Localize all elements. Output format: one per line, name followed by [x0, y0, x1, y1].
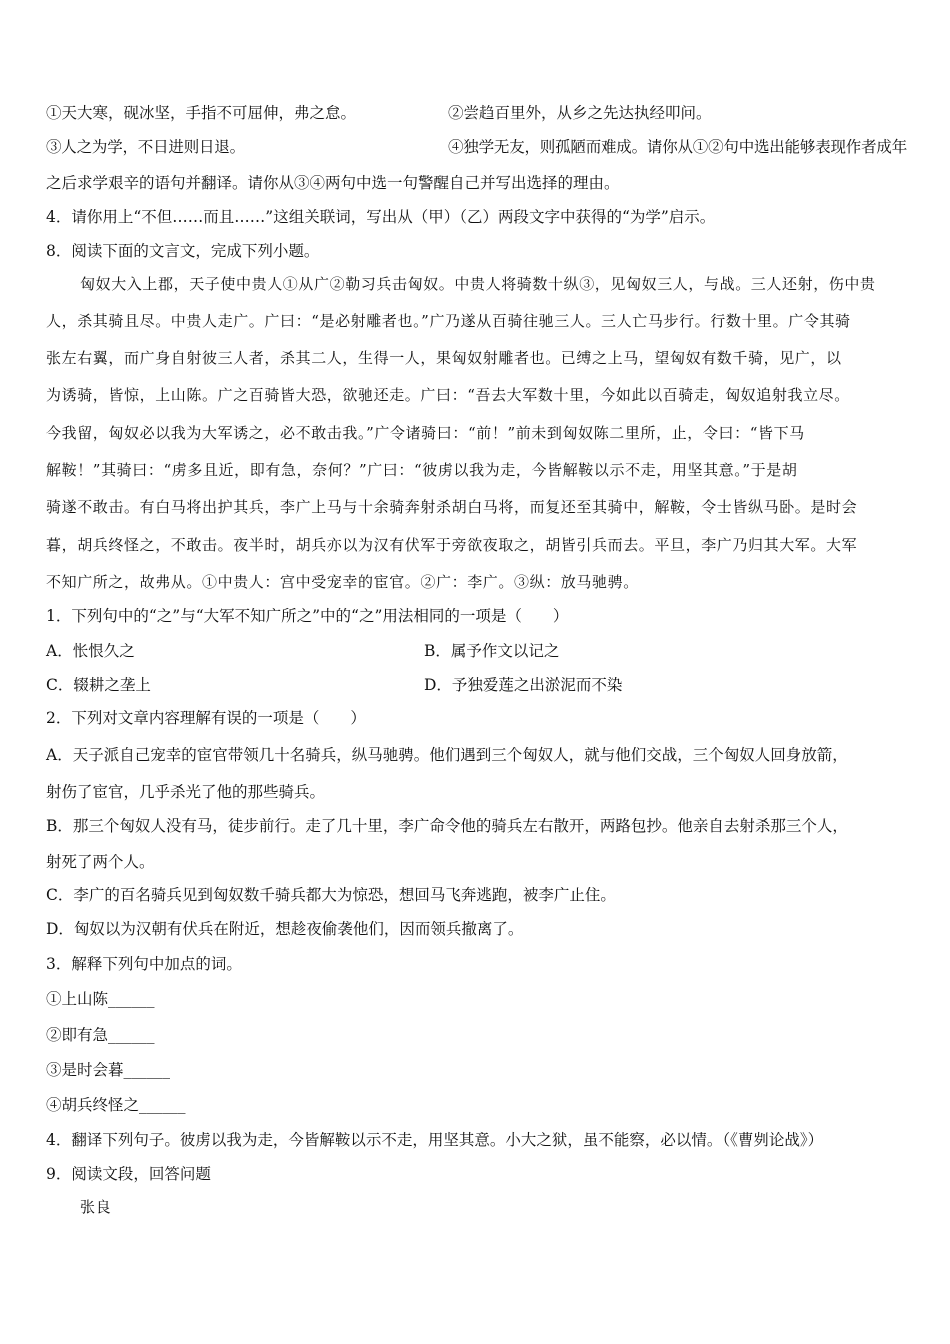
q8-passage-line: 张左右翼，而广身自射彼三人者，杀其二人，生得一人，果匈奴射雕者也。已缚之上马，望匈奴有数千骑，见广，以 — [46, 349, 842, 367]
q7-sentence-row-1 — [46, 103, 906, 123]
q8-passage-line: 骑遂不敢击。有白马将出护其兵，李广上马与十余骑奔射杀胡白马将，而复还至其骑中，解鞍，令士皆纵马卧。是时会 — [46, 498, 858, 516]
q8-passage-line: 人，杀其骑且尽。中贵人走广。广曰：“是必射雕者也。”广乃遂从百骑往驰三人。三人亡马步行。行数十里。广令其骑 — [46, 312, 851, 330]
q8-heading: 8．阅读下面的文言文，完成下列小题。 — [46, 242, 320, 260]
q8-passage-line: 解鞍！”其骑曰：“虏多且近，即有急，奈何？”广曰：“彼虏以我为走，今皆解鞍以示不走，用坚其意。”于是胡 — [46, 461, 798, 479]
q8-1-option-d: D．予独爱莲之出淤泥而不染 — [424, 676, 623, 694]
q8-1-option-b: B．属予作文以记之 — [424, 642, 560, 660]
q8-2-option-b-cont: 射死了两个人。 — [46, 853, 155, 871]
q7-sentence-row-2 — [46, 137, 906, 157]
q7-sentence-1: ①天大寒，砚冰坚，手指不可屈伸，弗之怠。 — [46, 104, 357, 122]
q9-title: 张良 — [80, 1198, 112, 1216]
q8-passage-line: 不知广所之，故弗从。①中贵人：宫中受宠幸的宦官。②广：李广。③纵：放马驰骋。 — [46, 573, 639, 591]
q8-2-stem: 2．下列对文章内容理解有误的一项是（ ） — [46, 709, 366, 727]
q8-passage-line: 为诱骑，皆惊，上山陈。广之百骑皆大恐，欲驰还走。广曰：“吾去大军数十里，今如此以百骑走，匈奴追射我立尽。 — [46, 386, 850, 404]
q8-1-stem: 1．下列句中的“之”与“大军不知广所之”中的“之”用法相同的一项是（ ） — [46, 607, 569, 625]
q8-3-item-1: ①上山陈______ — [46, 990, 155, 1008]
q7-sentence-4: ④独学无友，则孤陋而难成。请你从①②句中选出能够表现作者成年 — [448, 138, 908, 156]
q8-1-options-row-2 — [46, 675, 906, 695]
q7-question-4: 4．请你用上“不但……而且……”这组关联词，写出从（甲）（乙）两段文字中获得的“为学”启示。 — [46, 208, 716, 226]
q8-passage-line: 匈奴大入上郡，天子使中贵人①从广②勒习兵击匈奴。中贵人将骑数十纵③，见匈奴三人，与战。三人还射，伤中贵 — [80, 275, 876, 293]
q8-3-stem: 3．解释下列句中加点的词。 — [46, 955, 242, 973]
q8-2-option-d: D．匈奴以为汉朝有伏兵在附近，想趁夜偷袭他们，因而领兵撤离了。 — [46, 920, 524, 938]
q8-4-question: 4．翻译下列句子。彼虏以我为走，今皆解鞍以示不走，用坚其意。小大之狱，虽不能察，必以情。（《曹刿论战》） — [46, 1131, 824, 1149]
q8-1-option-c: C．辍耕之垄上 — [46, 676, 151, 694]
q8-2-option-c: C．李广的百名骑兵见到匈奴数千骑兵都大为惊恐，想回马飞奔逃跑，被李广止住。 — [46, 886, 616, 904]
q7-sentence-2: ②尝趋百里外，从乡之先达执经叩问。 — [448, 104, 712, 122]
q7-sentence-3: ③人之为学，不日进则日退。 — [46, 138, 245, 156]
q8-3-item-4: ④胡兵终怪之______ — [46, 1096, 186, 1114]
q8-2-option-b: B．那三个匈奴人没有马，徒步前行。走了几十里，李广命令他的骑兵左右散开，两路包抄。他亲自去射杀那三个人， — [46, 817, 848, 835]
q8-2-option-a: A．天子派自己宠幸的宦官带领几十名骑兵，纵马驰骋。他们遇到三个匈奴人，就与他们交战，三个匈奴人回身放箭， — [46, 746, 848, 764]
q8-passage-line: 暮，胡兵终怪之，不敢击。夜半时，胡兵亦以为汉有伏军于旁欲夜取之，胡皆引兵而去。平旦，李广乃归其大军。大军 — [46, 536, 858, 554]
q8-passage-line: 今我留，匈奴必以我为大军诱之，必不敢击我。”广令诸骑曰：“前！”前未到匈奴陈二里所，止，令曰：“皆下马 — [46, 424, 805, 442]
q8-2-option-a-cont: 射伤了宦官，几乎杀光了他的那些骑兵。 — [46, 783, 326, 801]
q8-3-item-2: ②即有急______ — [46, 1026, 155, 1044]
q8-1-options-row-1 — [46, 641, 906, 661]
q9-heading: 9．阅读文段，回答问题 — [46, 1165, 211, 1183]
q8-1-option-a: A．怅恨久之 — [46, 642, 135, 660]
q8-3-item-3: ③是时会暮______ — [46, 1061, 171, 1079]
q7-instruction: 之后求学艰辛的语句并翻译。请你从③④两句中选一句警醒自己并写出选择的理由。 — [46, 174, 620, 192]
